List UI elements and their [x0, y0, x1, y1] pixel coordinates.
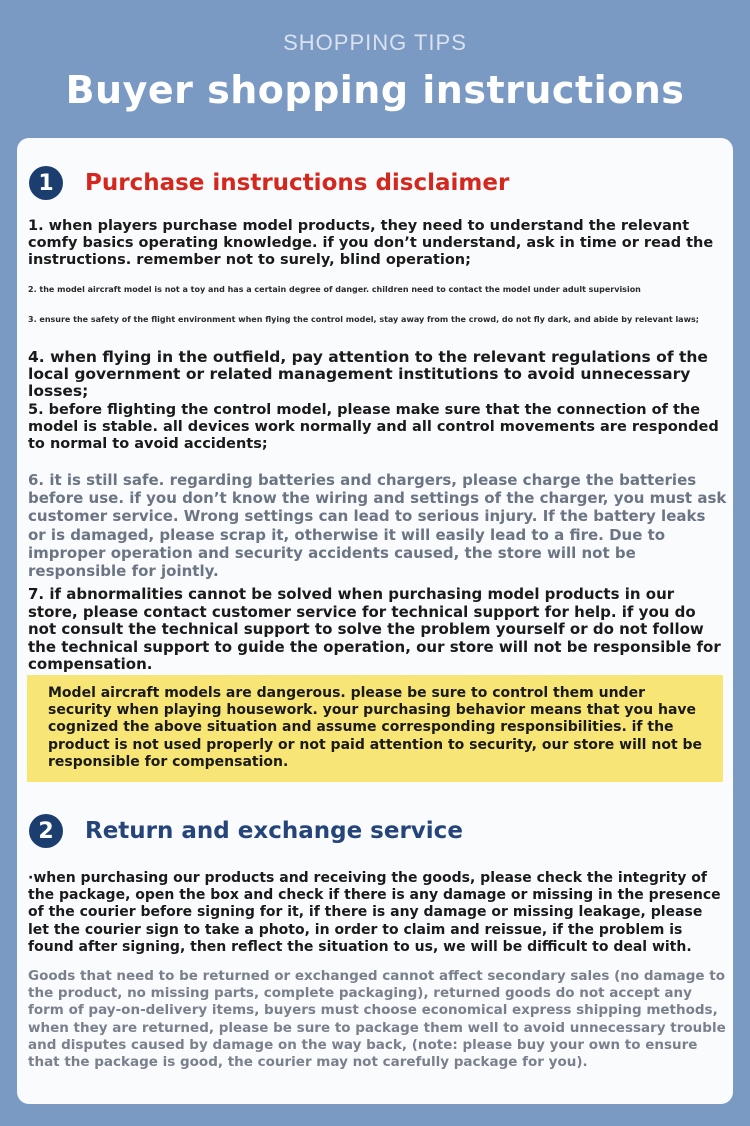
header-subtitle: SHOPPING TIPS [283, 30, 467, 55]
return-instruction-2: Goods that need to be returned or exchanged cannot affect secondary sales (no damage to the product, no missing parts, complete packaging), returned goods do not accept any form of pay-on-delivery items, buyers must choose economical express shipping methods, when they are returned, please be sure to package them well to avoid unnecessary trouble and disputes caused by damage on the way back, (note: please buy your own to ensure that the package is good, the courier may not carefully package for you). [28, 968, 726, 1071]
section-2-title: Return and exchange service [85, 818, 463, 844]
section-2-heading [29, 814, 463, 848]
instruction-3: 3. ensure the safety of the flight environment when flying the control model, stay away from the crowd, do not fly dark, and abide by relevant laws; [28, 315, 699, 324]
instructions-card [17, 138, 733, 1104]
instruction-1: 1. when players purchase model products, they need to understand the relevant comfy basics operating knowledge. if you don’t understand, ask in time or read the instructions. remember not to surely, blind operation; [28, 218, 714, 268]
instruction-6: 6. it is still safe. regarding batteries and chargers, please charge the batteries before use. if you don’t know the wiring and settings of the charger, you must ask customer service. Wrong settings can lead to serious injury. If the battery leaks or is damaged, please scrap it, otherwise it will easily lead to a fire. Due to improper operation and security accidents caused, the store will not be responsible for jointly. [28, 471, 727, 581]
section-2-number-badge: 2 [29, 814, 63, 848]
page-header [0, 0, 750, 138]
page-title: Buyer shopping instructions [65, 68, 685, 112]
warning-box [27, 675, 723, 782]
instruction-7: 7. if abnormalities cannot be solved when purchasing model products in our store, please contact customer service for technical support for help. if you do not consult the technical support to solve the problem yourself or do not follow the technical support to guide the operation, our store will not be responsible for compensation. [28, 585, 721, 673]
warning-text: Model aircraft models are dangerous. please be sure to control them under security when playing housework. your purchasing behavior means that you have cognized the above situation and assume corresponding responsibilities. if the product is not used properly or not paid attention to security, our store will not be responsible for compensation. [48, 685, 703, 770]
instruction-5: 5. before flighting the control model, please make sure that the connection of the model is stable. all devices work normally and all control movements are responded to normal to avoid accidents; [28, 402, 719, 452]
instruction-4: 4. when flying in the outfield, pay attention to the relevant regulations of the local government or related management institutions to avoid unnecessary losses; [28, 348, 708, 400]
section-1-number-badge: 1 [29, 166, 63, 200]
instruction-2: 2. the model aircraft model is not a toy and has a certain degree of danger. children need to contact the model under adult supervision [28, 285, 641, 294]
return-instruction-1: ·when purchasing our products and receiving the goods, please check the integrity of the package, open the box and check if there is any damage or missing in the presence of the courier before signing for it, if there is any damage or missing leakage, please let the courier sign to take a photo, in order to claim and reissue, if the problem is found after signing, then reflect the situation to us, we will be difficult to deal with. [28, 870, 721, 955]
section-1-title: Purchase instructions disclaimer [85, 170, 510, 196]
section-1-heading [29, 166, 509, 200]
